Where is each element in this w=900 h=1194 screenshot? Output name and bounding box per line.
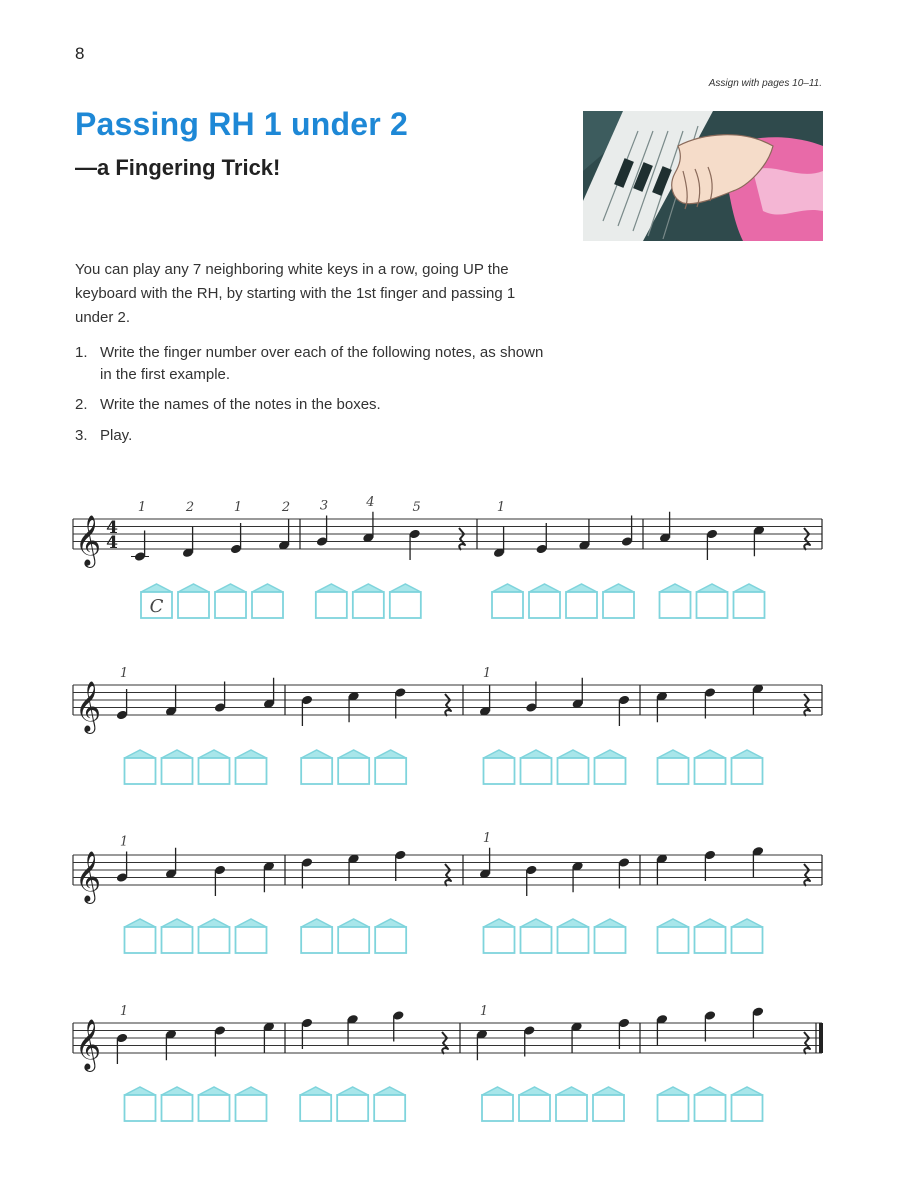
step-number: 3. — [75, 427, 88, 444]
quarter-rest — [445, 864, 451, 886]
music-system — [73, 1004, 823, 1121]
finger-number: 3 — [319, 498, 329, 514]
note-name-box[interactable] — [521, 919, 552, 953]
music-system — [73, 666, 822, 784]
note-name-box[interactable] — [199, 750, 230, 784]
note-name-box[interactable] — [658, 750, 689, 784]
note-name-box[interactable] — [236, 919, 267, 953]
time-signature-top: 4 — [106, 518, 118, 538]
treble-clef-icon: 𝄞 — [75, 851, 102, 902]
quarter-rest — [804, 864, 810, 886]
quarter-rest — [804, 528, 810, 550]
note-name-box[interactable] — [695, 1087, 726, 1121]
note-name-box[interactable] — [492, 584, 523, 618]
finger-number: 4 — [366, 494, 375, 510]
note-name-box[interactable] — [162, 750, 193, 784]
note-name-box[interactable] — [732, 1087, 763, 1121]
note-name-box[interactable] — [178, 584, 209, 618]
note-name-box[interactable] — [595, 919, 626, 953]
quarter-rest — [442, 1032, 448, 1054]
note-name-box[interactable] — [566, 584, 597, 618]
note-name-box[interactable] — [482, 1087, 513, 1121]
finger-number: 1 — [119, 666, 129, 681]
box-answer-letter: C — [149, 596, 164, 617]
finger-number: 1 — [496, 500, 506, 515]
note-name-box[interactable] — [252, 584, 283, 618]
note-name-box[interactable] — [353, 584, 384, 618]
note-name-box[interactable] — [519, 1087, 550, 1121]
note-name-box[interactable] — [558, 750, 589, 784]
note-name-box[interactable] — [695, 919, 726, 953]
treble-clef-icon: 𝄞 — [75, 1019, 102, 1070]
quarter-rest — [459, 528, 465, 550]
finger-number: 1 — [482, 666, 492, 681]
note-name-box[interactable] — [375, 750, 406, 784]
note-name-box[interactable] — [595, 750, 626, 784]
note-name-box[interactable] — [658, 1087, 689, 1121]
note-name-box[interactable] — [390, 584, 421, 618]
note-name-box[interactable] — [199, 1087, 230, 1121]
note-name-box[interactable] — [125, 919, 156, 953]
note-name-box[interactable] — [695, 750, 726, 784]
music-system — [73, 831, 822, 953]
note-name-box[interactable] — [125, 1087, 156, 1121]
note-name-box[interactable] — [338, 750, 369, 784]
note-name-box[interactable] — [732, 919, 763, 953]
note-name-box[interactable] — [316, 584, 347, 618]
note-name-box[interactable] — [732, 750, 763, 784]
step-text: Write the names of the notes in the boxes. — [100, 396, 381, 413]
step-text: Play. — [100, 427, 133, 444]
note-name-box[interactable] — [301, 919, 332, 953]
finger-number: 2 — [281, 500, 291, 515]
note-name-box[interactable] — [199, 919, 230, 953]
note-name-box[interactable] — [529, 584, 560, 618]
note-name-box[interactable] — [660, 584, 691, 618]
finger-number: 1 — [479, 1004, 489, 1019]
page-number: 8 — [75, 44, 85, 63]
treble-clef-icon: 𝄞 — [75, 515, 102, 566]
page-subtitle: —a Fingering Trick! — [75, 155, 281, 180]
assign-note: Assign with pages 10–11. — [708, 78, 822, 89]
note-name-box[interactable] — [338, 919, 369, 953]
treble-clef-icon: 𝄞 — [75, 681, 102, 732]
note-name-box[interactable] — [374, 1087, 405, 1121]
note-name-box[interactable] — [337, 1087, 368, 1121]
note-name-box[interactable] — [162, 1087, 193, 1121]
finger-number: 1 — [233, 500, 243, 515]
note-name-box[interactable] — [697, 584, 728, 618]
quarter-rest — [804, 1032, 810, 1054]
quarter-rest — [445, 694, 451, 716]
finger-number: 2 — [185, 500, 195, 515]
note-name-box[interactable] — [658, 919, 689, 953]
note-name-box[interactable] — [301, 750, 332, 784]
note-name-box[interactable] — [484, 750, 515, 784]
note-name-box[interactable] — [734, 584, 765, 618]
note-name-box[interactable] — [375, 919, 406, 953]
intro-text: You can play any 7 neighboring white keys in a row, going UP the keyboard with the RH, by starting with the 1st finger and passing 1 under 2. — [75, 261, 516, 326]
note-name-box[interactable] — [521, 750, 552, 784]
finger-number: 1 — [482, 830, 492, 846]
time-signature-bottom: 4 — [106, 533, 118, 553]
finger-number: 1 — [119, 834, 129, 850]
quarter-rest — [804, 694, 810, 716]
note-name-box[interactable] — [215, 584, 246, 618]
note-name-box[interactable] — [125, 750, 156, 784]
finger-number: 1 — [137, 500, 147, 515]
note-name-box[interactable] — [593, 1087, 624, 1121]
note-name-box[interactable] — [236, 1087, 267, 1121]
finger-number: 5 — [412, 500, 421, 515]
page-title: Passing RH 1 under 2 — [75, 106, 408, 142]
note-name-box[interactable] — [300, 1087, 331, 1121]
finger-number: 1 — [119, 1004, 129, 1019]
step-number: 2. — [75, 396, 88, 413]
note-name-box[interactable] — [162, 919, 193, 953]
note-name-box[interactable] — [236, 750, 267, 784]
step-number: 1. — [75, 344, 88, 361]
note-name-box[interactable] — [558, 919, 589, 953]
step-text: Write the finger number over each of the following notes, as shown in the first example. — [100, 344, 544, 383]
note-name-box[interactable] — [484, 919, 515, 953]
note-name-box[interactable] — [603, 584, 634, 618]
final-barline — [819, 1023, 823, 1053]
note-name-box[interactable] — [141, 584, 172, 618]
music-system — [73, 495, 822, 618]
note-name-box[interactable] — [556, 1087, 587, 1121]
